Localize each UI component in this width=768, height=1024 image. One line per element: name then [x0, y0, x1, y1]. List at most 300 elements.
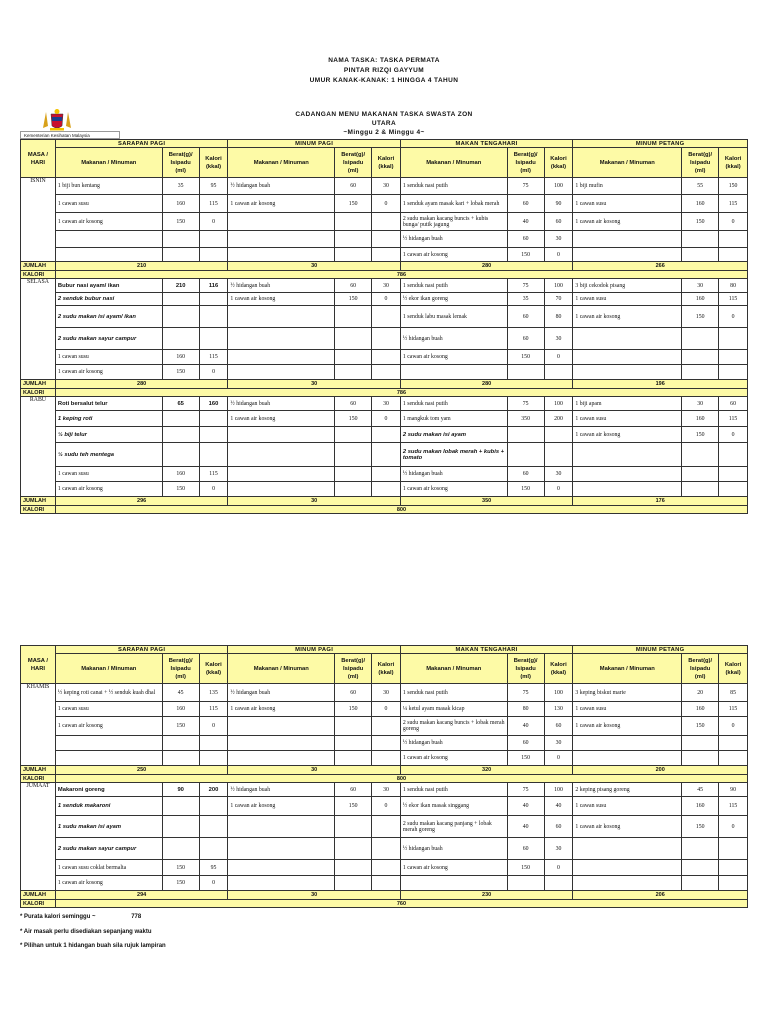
- menu-table-week-2: [20, 645, 748, 908]
- weight-header: Berat(g)/ Isipadu (ml): [335, 654, 372, 684]
- meal-total-petang: 176: [573, 497, 748, 506]
- food-cell: 1 senduk labu masak lemak: [400, 306, 507, 328]
- meal-total-minum-pagi: 30: [228, 766, 400, 775]
- section-minum-pagi: MINUM PAGI: [228, 646, 400, 654]
- menu-zone: UTARA: [371, 120, 397, 127]
- weight-cell: 150: [335, 293, 372, 306]
- food-cell: ¼ ketul ayam masak kicap: [400, 702, 507, 717]
- note-fruit: * Pilihan untuk 1 hidangan buah sila rujuk lampiran: [20, 943, 166, 949]
- food-header: Makanan / Minuman: [228, 148, 335, 178]
- table-row: [21, 684, 748, 702]
- weight-cell: 80: [507, 702, 544, 717]
- weight-cell: 90: [162, 783, 199, 797]
- food-header: Makanan / Minuman: [573, 654, 682, 684]
- weight-header: Berat(g)/ Isipadu (ml): [162, 654, 199, 684]
- food-cell: 1 cawan air kosong: [228, 702, 335, 717]
- kalori-cell: 30: [372, 783, 401, 797]
- weight-cell: 40: [507, 797, 544, 816]
- weight-cell: 150: [507, 482, 544, 497]
- kalori-cell: 60: [544, 816, 573, 838]
- kalori-label: KALORI: [21, 389, 56, 397]
- weight-cell: 40: [507, 717, 544, 736]
- kalori-cell: 0: [719, 306, 748, 328]
- dish-ingredient: 2 sudu makan sayur campur: [55, 838, 162, 860]
- section-minum-petang: MINUM PETANG: [573, 140, 748, 148]
- dish-ingredient: 1 sudu makan isi ayam: [55, 816, 162, 838]
- food-cell: 1 cawan susu coklat bermalta: [55, 860, 162, 876]
- food-cell: ½ ekor ikan masak singgang: [400, 797, 507, 816]
- section-minum-pagi: MINUM PAGI: [228, 140, 400, 148]
- kalori-cell: 100: [544, 397, 573, 411]
- table-row: [21, 838, 748, 860]
- table-row: [21, 736, 748, 751]
- food-cell: 1 senduk nasi putih: [400, 684, 507, 702]
- taska-name: NAMA TASKA: TASKA PERMATA: [328, 57, 440, 64]
- kalori-cell: 95: [199, 860, 228, 876]
- kalori-cell: 60: [719, 397, 748, 411]
- day-total-value: 786: [55, 389, 747, 397]
- menu-table-week-1: [20, 139, 748, 514]
- food-header: Makanan / Minuman: [573, 148, 682, 178]
- kalori-cell: 0: [719, 717, 748, 736]
- weight-cell: 150: [507, 350, 544, 365]
- kalori-cell: 130: [544, 702, 573, 717]
- weight-cell: 150: [162, 860, 199, 876]
- weight-cell: 30: [682, 279, 719, 293]
- note-water: * Air masak perlu disediakan sepanjang waktu: [20, 929, 152, 935]
- food-cell: 1 senduk ayam masak kari + lobak merah: [400, 195, 507, 213]
- table-row: [21, 702, 748, 717]
- weight-cell: 160: [682, 293, 719, 306]
- food-header: Makanan / Minuman: [400, 654, 507, 684]
- kalori-header: Kalori (kkal): [199, 654, 228, 684]
- meal-total-row: [21, 891, 748, 900]
- food-cell: ½ hidangan buah: [228, 684, 335, 702]
- kalori-cell: 200: [544, 411, 573, 427]
- note-weekly-average-value: 778: [131, 914, 142, 920]
- taska-name-line2: PINTAR RIZQI GAYYUM: [343, 67, 425, 74]
- dish-ingredient: 1 keping roti: [55, 411, 162, 427]
- weight-cell: 150: [162, 365, 199, 380]
- food-header: Makanan / Minuman: [55, 148, 162, 178]
- food-cell: 2 keping pisang goreng: [573, 783, 682, 797]
- day-total-value: 800: [55, 506, 747, 514]
- weight-cell: 60: [507, 736, 544, 751]
- food-cell: 1 cawan air kosong: [400, 248, 507, 262]
- meal-total-petang: 206: [573, 891, 748, 900]
- food-cell: 1 cawan air kosong: [228, 797, 335, 816]
- kalori-cell: 40: [544, 797, 573, 816]
- kalori-cell: 0: [719, 427, 748, 443]
- table-row: [21, 213, 748, 231]
- weight-cell: 75: [507, 783, 544, 797]
- kalori-cell: 0: [372, 411, 401, 427]
- food-cell: 1 senduk nasi putih: [400, 783, 507, 797]
- meal-total-minum-pagi: 30: [228, 262, 400, 271]
- kalori-cell: 80: [719, 279, 748, 293]
- weight-cell: 350: [507, 411, 544, 427]
- food-cell: 1 senduk nasi putih: [400, 397, 507, 411]
- weight-cell: 150: [507, 751, 544, 766]
- meal-total-sarapan: 210: [55, 262, 227, 271]
- meal-total-petang: 200: [573, 766, 748, 775]
- table-row: [21, 860, 748, 876]
- kalori-cell: 0: [199, 365, 228, 380]
- weight-cell: 60: [507, 328, 544, 350]
- kalori-cell: 0: [544, 350, 573, 365]
- dish-ingredient: 2 sudu makan sayur campur: [55, 328, 162, 350]
- food-cell: ½ hidangan buah: [228, 397, 335, 411]
- food-cell: ½ hidangan buah: [228, 178, 335, 195]
- table-row: [21, 195, 748, 213]
- weight-cell: 150: [682, 427, 719, 443]
- kalori-cell: 115: [199, 350, 228, 365]
- weight-cell: 150: [162, 876, 199, 891]
- day-header: MASA / HARI: [21, 140, 56, 178]
- table-row: [21, 365, 748, 380]
- day-total-row: [21, 506, 748, 514]
- kalori-cell: 70: [544, 293, 573, 306]
- weight-cell: 35: [507, 293, 544, 306]
- weight-cell: 210: [162, 279, 199, 293]
- food-cell: 1 mangkuk tom yam: [400, 411, 507, 427]
- weight-cell: 150: [335, 797, 372, 816]
- meal-total-tengahari: 320: [400, 766, 573, 775]
- dish-ingredient: 2 sudu makan lobak merah + kubis + tomato: [400, 443, 507, 467]
- weight-header: Berat(g)/ Isipadu (ml): [682, 654, 719, 684]
- note-weekly-average-label: * Purata kalori seminggu ~: [20, 914, 96, 920]
- jumlah-label: JUMLAH: [21, 766, 56, 775]
- meal-total-minum-pagi: 30: [228, 380, 400, 389]
- kalori-cell: 115: [719, 195, 748, 213]
- food-cell: 1 cawan susu: [55, 350, 162, 365]
- weight-cell: 45: [162, 684, 199, 702]
- kalori-cell: 85: [719, 684, 748, 702]
- meal-total-row: [21, 497, 748, 506]
- table-row: [21, 231, 748, 248]
- table-row: [21, 248, 748, 262]
- kalori-cell: 100: [544, 783, 573, 797]
- food-header: Makanan / Minuman: [55, 654, 162, 684]
- day-total-row: [21, 900, 748, 908]
- day-cell-jumaat: JUMAAT: [21, 783, 56, 891]
- weight-cell: 150: [682, 816, 719, 838]
- kalori-header: Kalori (kkal): [372, 654, 401, 684]
- food-cell: ½ ekor ikan goreng: [400, 293, 507, 306]
- section-sarapan-pagi: SARAPAN PAGI: [55, 140, 227, 148]
- weight-header: Berat(g)/ Isipadu (ml): [162, 148, 199, 178]
- food-cell: 1 cawan air kosong: [400, 482, 507, 497]
- kalori-cell: 115: [199, 195, 228, 213]
- weight-cell: 60: [507, 306, 544, 328]
- food-cell: 1 cawan air kosong: [55, 482, 162, 497]
- table-row: [21, 717, 748, 736]
- food-cell: 1 cawan air kosong: [573, 717, 682, 736]
- kalori-cell: 0: [372, 702, 401, 717]
- jumlah-label: JUMLAH: [21, 891, 56, 900]
- weight-cell: 150: [335, 411, 372, 427]
- kalori-header: Kalori (kkal): [719, 654, 748, 684]
- weight-cell: 60: [335, 684, 372, 702]
- weight-cell: 65: [162, 397, 199, 411]
- weight-cell: 150: [507, 248, 544, 262]
- section-minum-petang: MINUM PETANG: [573, 646, 748, 654]
- malaysia-crest-logo: [40, 108, 74, 132]
- day-cell-selasa: SELASA: [21, 279, 56, 380]
- food-cell: ½ hidangan buah: [228, 279, 335, 293]
- dish-ingredient: ½ biji telur: [55, 427, 162, 443]
- kalori-cell: 115: [719, 293, 748, 306]
- food-cell: 1 biji mufin: [573, 178, 682, 195]
- kalori-cell: 30: [544, 231, 573, 248]
- table-row: [21, 482, 748, 497]
- jumlah-label: JUMLAH: [21, 497, 56, 506]
- weight-cell: 75: [507, 279, 544, 293]
- kalori-cell: 115: [199, 467, 228, 482]
- weight-cell: 30: [682, 397, 719, 411]
- kalori-cell: 0: [372, 195, 401, 213]
- food-cell: 1 cawan air kosong: [55, 876, 162, 891]
- weight-cell: 150: [682, 717, 719, 736]
- weight-cell: 150: [335, 702, 372, 717]
- food-cell: 2 sudu makan kacang panjang + lobak merah goreng: [400, 816, 507, 838]
- food-cell: 1 cawan susu: [573, 195, 682, 213]
- food-header: Makanan / Minuman: [228, 654, 335, 684]
- kalori-cell: 100: [544, 684, 573, 702]
- meal-total-row: [21, 380, 748, 389]
- food-cell: ½ hidangan buah: [400, 328, 507, 350]
- weight-cell: 160: [682, 702, 719, 717]
- table-row: [21, 467, 748, 482]
- food-cell: 2 sudu makan kacang buncis + kubis bunga/ putik jagung: [400, 213, 507, 231]
- table-row: [21, 427, 748, 443]
- kalori-cell: 115: [719, 411, 748, 427]
- dish-ingredient: 2 senduk bubur nasi: [55, 293, 162, 306]
- kalori-cell: 30: [372, 397, 401, 411]
- day-total-row: [21, 389, 748, 397]
- food-cell: ½ hidangan buah: [400, 231, 507, 248]
- table-row: [21, 411, 748, 427]
- kalori-cell: 0: [199, 717, 228, 736]
- dish-ingredient: 2 sudu makan isi ayam/ ikan: [55, 306, 162, 328]
- kalori-label: KALORI: [21, 900, 56, 908]
- meal-total-minum-pagi: 30: [228, 891, 400, 900]
- kalori-cell: 60: [544, 717, 573, 736]
- kalori-label: KALORI: [21, 271, 56, 279]
- meal-total-tengahari: 280: [400, 262, 573, 271]
- table-row: [21, 397, 748, 411]
- food-cell: 1 biji bun kentang: [55, 178, 162, 195]
- weight-cell: 160: [162, 350, 199, 365]
- food-cell: 3 biji cekodok pisang: [573, 279, 682, 293]
- table-row: [21, 293, 748, 306]
- menu-weeks: ~Minggu 2 & Minggu 4~: [343, 129, 425, 136]
- weight-cell: 75: [507, 397, 544, 411]
- food-cell: 1 cawan air kosong: [400, 860, 507, 876]
- kalori-cell: 0: [544, 248, 573, 262]
- day-cell-khamis: KHAMIS: [21, 684, 56, 766]
- weight-cell: 60: [335, 397, 372, 411]
- weight-cell: 150: [162, 482, 199, 497]
- kalori-cell: 0: [544, 860, 573, 876]
- food-cell: [228, 213, 335, 231]
- food-cell: 1 cawan susu: [55, 195, 162, 213]
- meal-total-row: [21, 262, 748, 271]
- kalori-cell: 150: [719, 178, 748, 195]
- food-cell: 1 senduk nasi putih: [400, 279, 507, 293]
- weight-cell: [335, 213, 372, 231]
- weight-cell: 160: [162, 702, 199, 717]
- kalori-cell: 116: [199, 279, 228, 293]
- food-cell: 1 cawan air kosong: [55, 365, 162, 380]
- food-cell: 2 sudu makan kacang buncis + lobak merah goreng: [400, 717, 507, 736]
- meal-total-row: [21, 766, 748, 775]
- food-cell: ½ hidangan buah: [400, 736, 507, 751]
- food-cell: 1 cawan air kosong: [228, 195, 335, 213]
- kalori-cell: 115: [199, 702, 228, 717]
- weight-cell: 20: [682, 684, 719, 702]
- dish-name: Makaroni goreng: [55, 783, 162, 797]
- weight-cell: 60: [507, 467, 544, 482]
- weight-cell: 160: [682, 195, 719, 213]
- meal-total-tengahari: 280: [400, 380, 573, 389]
- dish-name: Roti bersalut telur: [55, 397, 162, 411]
- age-range: UMUR KANAK-KANAK: 1 HINGGA 4 TAHUN: [309, 77, 459, 84]
- kalori-cell: 30: [372, 684, 401, 702]
- food-cell: 1 cawan susu: [55, 702, 162, 717]
- food-cell: 1 cawan air kosong: [228, 411, 335, 427]
- food-cell: 1 cawan susu: [55, 467, 162, 482]
- food-cell: 1 cawan susu: [573, 702, 682, 717]
- weight-cell: 150: [335, 195, 372, 213]
- table-row: [21, 797, 748, 816]
- table-row: [21, 328, 748, 350]
- meal-total-minum-pagi: 30: [228, 497, 400, 506]
- kalori-cell: 90: [719, 783, 748, 797]
- weight-cell: 160: [162, 195, 199, 213]
- weight-cell: 160: [682, 411, 719, 427]
- weight-cell: 60: [507, 195, 544, 213]
- food-cell: 1 cawan air kosong: [573, 306, 682, 328]
- table-row: [21, 443, 748, 467]
- dish-ingredient: ½ sudu teh mentega: [55, 443, 162, 467]
- weight-cell: 75: [507, 178, 544, 195]
- meal-total-tengahari: 230: [400, 891, 573, 900]
- weight-cell: 75: [507, 684, 544, 702]
- weight-cell: 60: [335, 783, 372, 797]
- weight-cell: 150: [507, 860, 544, 876]
- table-row: [21, 751, 748, 766]
- food-cell: 1 cawan air kosong: [228, 293, 335, 306]
- kalori-cell: 200: [199, 783, 228, 797]
- meal-total-tengahari: 350: [400, 497, 573, 506]
- weight-cell: 60: [335, 279, 372, 293]
- day-total-row: [21, 271, 748, 279]
- jumlah-label: JUMLAH: [21, 262, 56, 271]
- food-cell: 1 cawan air kosong: [400, 751, 507, 766]
- kalori-cell: 0: [199, 213, 228, 231]
- food-cell: 1 biji apam: [573, 397, 682, 411]
- kalori-header: Kalori (kkal): [719, 148, 748, 178]
- note-weekly-average: [20, 914, 141, 920]
- weight-cell: 150: [162, 213, 199, 231]
- kalori-header: Kalori (kkal): [199, 148, 228, 178]
- weight-cell: 160: [682, 797, 719, 816]
- weight-cell: 160: [162, 467, 199, 482]
- food-cell: 1 cawan air kosong: [55, 717, 162, 736]
- food-cell: 1 cawan air kosong: [573, 816, 682, 838]
- kalori-cell: 100: [544, 279, 573, 293]
- ministry-label: Kementerian Kesihatan Malaysia: [20, 131, 120, 139]
- weight-header: Berat(g)/ Isipadu (ml): [507, 148, 544, 178]
- weight-cell: 35: [162, 178, 199, 195]
- kalori-cell: 30: [372, 178, 401, 195]
- food-cell: 1 cawan air kosong: [573, 427, 682, 443]
- weight-cell: 150: [162, 717, 199, 736]
- kalori-cell: [372, 213, 401, 231]
- kalori-cell: 30: [544, 467, 573, 482]
- table-row: [21, 350, 748, 365]
- kalori-cell: 0: [544, 482, 573, 497]
- weight-cell: 40: [507, 816, 544, 838]
- kalori-header: Kalori (kkal): [544, 148, 573, 178]
- day-total-value: 786: [55, 271, 747, 279]
- kalori-label: KALORI: [21, 506, 56, 514]
- kalori-cell: 0: [719, 213, 748, 231]
- day-cell-rabu: RABU: [21, 397, 56, 497]
- section-makan-tengahari: MAKAN TENGAHARI: [400, 646, 573, 654]
- weight-cell: 45: [682, 783, 719, 797]
- meal-total-petang: 196: [573, 380, 748, 389]
- section-makan-tengahari: MAKAN TENGAHARI: [400, 140, 573, 148]
- kalori-header: Kalori (kkal): [372, 148, 401, 178]
- food-cell: 1 cawan susu: [573, 293, 682, 306]
- kalori-cell: 0: [544, 751, 573, 766]
- table-row: [21, 876, 748, 891]
- kalori-cell: 0: [199, 482, 228, 497]
- kalori-cell: 30: [544, 328, 573, 350]
- kalori-cell: 0: [372, 293, 401, 306]
- weight-cell: 60: [507, 231, 544, 248]
- day-header: MASA / HARI: [21, 646, 56, 684]
- kalori-cell: 100: [544, 178, 573, 195]
- menu-title: CADANGAN MENU MAKANAN TASKA SWASTA ZON: [295, 111, 473, 118]
- kalori-cell: 30: [544, 838, 573, 860]
- kalori-cell: 160: [199, 397, 228, 411]
- kalori-cell: 0: [199, 876, 228, 891]
- weight-cell: 55: [682, 178, 719, 195]
- food-cell: 3 keping biskut marie: [573, 684, 682, 702]
- table-row: [21, 816, 748, 838]
- kalori-cell: 0: [372, 797, 401, 816]
- weight-cell: 150: [682, 213, 719, 231]
- kalori-label: KALORI: [21, 775, 56, 783]
- food-cell: ½ hidangan buah: [400, 838, 507, 860]
- weight-cell: 60: [507, 838, 544, 860]
- day-total-value: 760: [55, 900, 747, 908]
- kalori-header: Kalori (kkal): [544, 654, 573, 684]
- weight-header: Berat(g)/ Isipadu (ml): [335, 148, 372, 178]
- table-row: [21, 783, 748, 797]
- section-sarapan-pagi: SARAPAN PAGI: [55, 646, 227, 654]
- kalori-cell: 115: [719, 702, 748, 717]
- dish-ingredient: 1 senduk makaroni: [55, 797, 162, 816]
- kalori-cell: 135: [199, 684, 228, 702]
- food-cell: 1 cawan susu: [573, 411, 682, 427]
- food-header: Makanan / Minuman: [400, 148, 507, 178]
- dish-name: Bubur nasi ayam/ ikan: [55, 279, 162, 293]
- kalori-cell: 30: [372, 279, 401, 293]
